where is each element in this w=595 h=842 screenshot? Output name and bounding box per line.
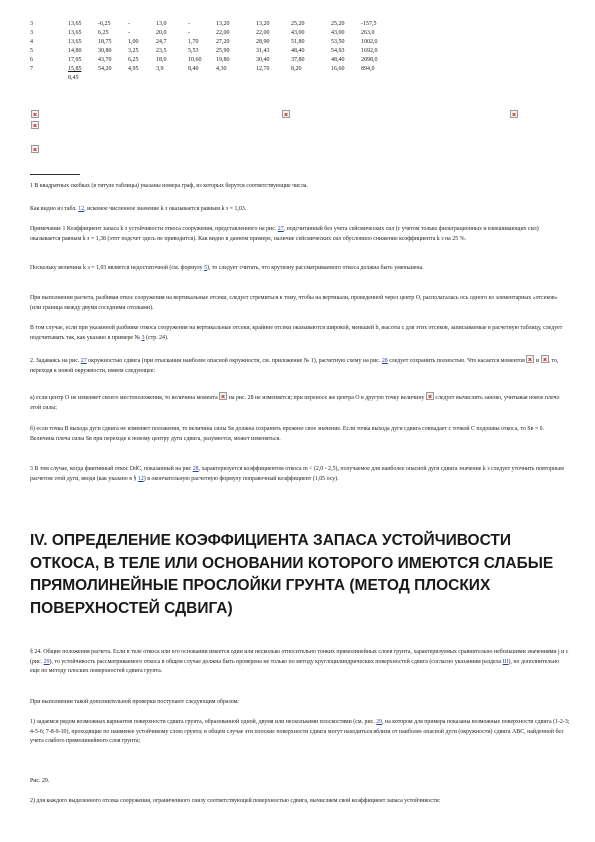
- section-link[interactable]: III: [502, 658, 509, 665]
- figure-link[interactable]: 28: [381, 358, 388, 364]
- table-cell: 25,90: [216, 48, 230, 54]
- table-cell: 7: [30, 66, 33, 72]
- table-cell: -: [188, 21, 190, 27]
- broken-image-icon: [526, 355, 534, 363]
- table-cell: 43,00: [291, 30, 305, 36]
- footnote: 1 В квадратных скобках (в титуле таблицы) указаны номера граф, из которых берутся соответствующие числа.: [30, 183, 308, 189]
- table-cell: 263,0: [361, 30, 375, 36]
- table-cell: 5: [30, 48, 33, 54]
- table-cell: 31,43: [256, 48, 270, 54]
- table-cell: 15,85: [68, 66, 82, 72]
- paragraph: Поскольку величина k з = 1,03 является недостаточной (см. формулу 5), то следует считать, что крутизну рассматриваемого откоса должна быть уменьшена.: [30, 265, 424, 271]
- paragraph: Как видно из табл. 12, искомое численное значение k з оказывается равным k з = 1,03.: [30, 206, 247, 212]
- figure-link[interactable]: 28: [192, 466, 199, 472]
- table-cell: 13,20: [256, 21, 270, 27]
- broken-image-icon: [426, 392, 434, 400]
- example-link[interactable]: 3: [141, 334, 145, 341]
- table-cell: 13,65: [68, 21, 82, 27]
- table-cell: 1,00: [128, 39, 139, 45]
- paragraph: § 24. Общие положения расчета. Если в теле откоса или его основании имеется один или несколько относительно тонких прямолинейных слоев грунта, характеризуемых сравнительно небольшими значениями j и c (рис. 29), то устойчивость рассматриваемого откоса в общем случае должна быть проверена не только по методу круглоцилиндрических поверхностей сдвига (согласно указаниям раздела III), но дополнительно еще по методу плоских поверхностей сдвига грунта.: [30, 649, 569, 674]
- table-cell: 3,25: [128, 48, 139, 54]
- table-cell: -: [188, 30, 190, 36]
- table-cell: [291, 74, 331, 83]
- formula-link[interactable]: 5: [204, 265, 208, 271]
- paragraph: 3 В том случае, когда фиктивный откос DdC, показанный на рис 28, характеризуется коэффициентом откоса m < (2,0 - 2,5), получаемое для наиболее опасной дуги сдвига значение k з следует уточнить повторным расчетом этой дуги, вводя (как указано в § 12) в окончательную расчетную формулу поправочный коэффициент (1,05 осу).: [30, 466, 564, 482]
- figure-link[interactable]: 27: [80, 358, 87, 364]
- table-cell: 54,20: [98, 66, 112, 72]
- table-cell: 18,75: [98, 39, 112, 45]
- table-cell: 37,80: [291, 57, 305, 63]
- table-cell: 6: [30, 57, 33, 63]
- table-cell: [128, 74, 156, 83]
- table-cell: 6,25: [98, 30, 109, 36]
- figure-caption: Рис. 29.: [30, 778, 50, 784]
- table-cell: 48,40: [291, 48, 305, 54]
- table-row: [30, 74, 391, 83]
- table-cell: -6,25: [98, 21, 111, 27]
- table-row: [30, 65, 391, 74]
- broken-image-icon: [510, 110, 518, 118]
- figure-link[interactable]: 29: [376, 719, 383, 725]
- table-cell: 13,0: [156, 21, 167, 27]
- paragraph: 2) для каждого выделенного отсека сооружения, ограниченного снизу соответствующей поверхностью сдвига, вычисляем свой коэффициент запаса устойчивости:: [30, 798, 441, 804]
- table-link[interactable]: 12: [78, 206, 85, 212]
- table-cell: 8,40: [188, 66, 199, 72]
- table-cell: 10,60: [188, 57, 202, 63]
- table-cell: 8,20: [291, 66, 302, 72]
- table-cell: 6,25: [128, 57, 139, 63]
- table-cell: 3,9: [156, 66, 164, 72]
- table-cell: 894,0: [361, 66, 375, 72]
- table-cell: 43,00: [331, 30, 345, 36]
- broken-image-icon: [541, 355, 549, 363]
- table-cell: 30,80: [98, 48, 112, 54]
- table-cell: 8,45: [68, 75, 79, 81]
- table-cell: 27,20: [216, 39, 230, 45]
- table-cell: -: [128, 21, 130, 27]
- table-cell: -157,5: [361, 21, 377, 27]
- footnote-divider: [30, 174, 80, 175]
- broken-image-icon: [31, 145, 39, 153]
- figure-link[interactable]: 27: [277, 226, 284, 232]
- table-cell: 12,70: [256, 66, 270, 72]
- table-cell: 51,80: [291, 39, 305, 45]
- section-link[interactable]: 12: [137, 475, 144, 482]
- table-cell: 1692,0: [361, 48, 378, 54]
- table-cell: 17,95: [68, 57, 82, 63]
- paragraph: Примечание 1 Коэффициент запаса k з устойчивости откоса сооружения, представленного на рис. 27, подсчитанный без учета сейсмических сил (с учетом только фильтрационных и взвешивающих сил) оказывается равным k з = 1,38 (этот подсчет здесь не приводится). Как видно в данном примере, наличие сейсмических сил обусловило снижение коэффициента k з на 25 %.: [30, 226, 539, 242]
- figure-link[interactable]: 29: [43, 658, 50, 665]
- table-row: [30, 47, 391, 56]
- table-cell: 3: [30, 30, 33, 36]
- table-cell: 3: [30, 21, 33, 27]
- table-cell: 48,40: [331, 57, 345, 63]
- table-cell: -: [128, 30, 130, 36]
- table-cell: 22,00: [216, 30, 230, 36]
- table-row: [30, 20, 391, 29]
- table-cell: 14,80: [68, 48, 82, 54]
- table-cell: [331, 74, 361, 83]
- table-cell: 54,93: [331, 48, 345, 54]
- table-cell: 5,53: [188, 48, 199, 54]
- table-cell: 4,95: [128, 66, 139, 72]
- paragraph: 1) задаемся рядом возможных вариантов поверхности сдвига грунта, образованной одной, двумя или несколькими плоскостями (см. рис. 29, на котором для примера показаны возможные поверхности сдвига (1-2-3; 4-5-6; 7-8-9-10), проходящие по наименее устойчивому слою грунта; в общем случае эти плоские поверхности сдвига могут находиться вблизи от наиболее опасной дуги (окружности) сдвига ABC, найденной без учета слабого прямолинейного слоя грунта;: [30, 719, 570, 744]
- table-cell: [188, 74, 216, 83]
- table-cell: 22,00: [256, 30, 270, 36]
- table-cell: 18,0: [156, 57, 167, 63]
- table-row: [30, 56, 391, 65]
- table-cell: [361, 74, 391, 83]
- paragraph: При выполнении расчета, разбивая откос сооружения на вертикальные отсеки, следует стремиться к тому, чтобы на вертикали, проведенной через центр O, располагалась ось одного из элементарных «отсеков» (или граница между двумя соседними отсеками).: [30, 295, 558, 311]
- paragraph: 2. Задаваясь на рис. 27 окружностью сдвига (при отыскании наиболее опасной окружности, см. приложение № 1), расчетную схему на рис. 28 следует сохранить полностью. Что касается моментов и , то, переходя к новой окружности, имеем следующее:: [30, 355, 570, 376]
- table-cell: 16,60: [331, 66, 345, 72]
- table-cell: 20,0: [156, 30, 167, 36]
- broken-image-icon: [219, 392, 227, 400]
- table-cell: 2098,0: [361, 57, 378, 63]
- table-cell: 19,80: [216, 57, 230, 63]
- table-cell: 4,30: [216, 66, 227, 72]
- table-cell: [216, 74, 256, 83]
- table-cell: [98, 74, 128, 83]
- table-cell: 1002,0: [361, 39, 378, 45]
- table-cell: 24,7: [156, 39, 167, 45]
- table-cell: 43,70: [98, 57, 112, 63]
- paragraph: а) если центр O не изменяет своего местоположения, то величина момента на рис. 28 не изменяется; при переносе же центра O в другую точку величину следует вычислить заново, учитывая новое плечо этой силы;: [30, 392, 570, 413]
- table-cell: 25,20: [291, 21, 305, 27]
- table-cell: 25,20: [331, 21, 345, 27]
- broken-image-icon: [31, 121, 39, 129]
- table-cell: 23,5: [156, 48, 167, 54]
- paragraph: В том случае, если при указанной разбивке откоса сооружения на вертикальные отсеки, крайние отсеки оказываются широкой, меньшей b, высоты с для этих отсеков, записываемые в расчетную таблицу, следует подсчитывать так, как указано в примере № 3 (стр. 24).: [30, 325, 563, 341]
- table-cell: 4: [30, 39, 33, 45]
- paragraph: При выполнении такой дополнительной проверки поступают следующим образом:: [30, 699, 239, 705]
- table-cell: 13,65: [68, 39, 82, 45]
- table-cell: 30,40: [256, 57, 270, 63]
- table-cell: 1,70: [188, 39, 199, 45]
- broken-image-icon: [31, 110, 39, 118]
- table-cell: [30, 74, 68, 83]
- table-cell: 13,20: [216, 21, 230, 27]
- broken-image-icon: [282, 110, 290, 118]
- table-cell: [256, 74, 291, 83]
- section-heading: IV. ОПРЕДЕЛЕНИЕ КОЭФФИЦИЕНТА ЗАПАСА УСТОЙЧИВОСТИ ОТКОСА, В ТЕЛЕ ИЛИ ОСНОВАНИИ КОТОРОГО ИМЕЮТСЯ СЛАБЫЕ ПРЯМОЛИНЕЙНЫЕ ПРОСЛОЙКИ ГРУНТА (МЕТОД ПЛОСКИХ ПОВЕРХНОСТЕЙ СДВИГА): [30, 532, 554, 617]
- table-cell: 53,50: [331, 39, 345, 45]
- table-row: [30, 29, 391, 38]
- table-row: [30, 38, 391, 47]
- table-cell: 28,90: [256, 39, 270, 45]
- paragraph: б) если точка B выхода дуги сдвига не изменяет положения, то величина силы Sв должна сохранить прежнее свое значение. Если точка выхода дуги сдвига совпадает с точкой C подошвы откоса, то Sв = 0. Величина плеча силы Sв при переходе к новому центру дуги сдвига, разумеется, может изменяться.: [30, 426, 545, 442]
- data-table: [30, 20, 391, 83]
- table-cell: [156, 74, 188, 83]
- table-cell: 13,65: [68, 30, 82, 36]
